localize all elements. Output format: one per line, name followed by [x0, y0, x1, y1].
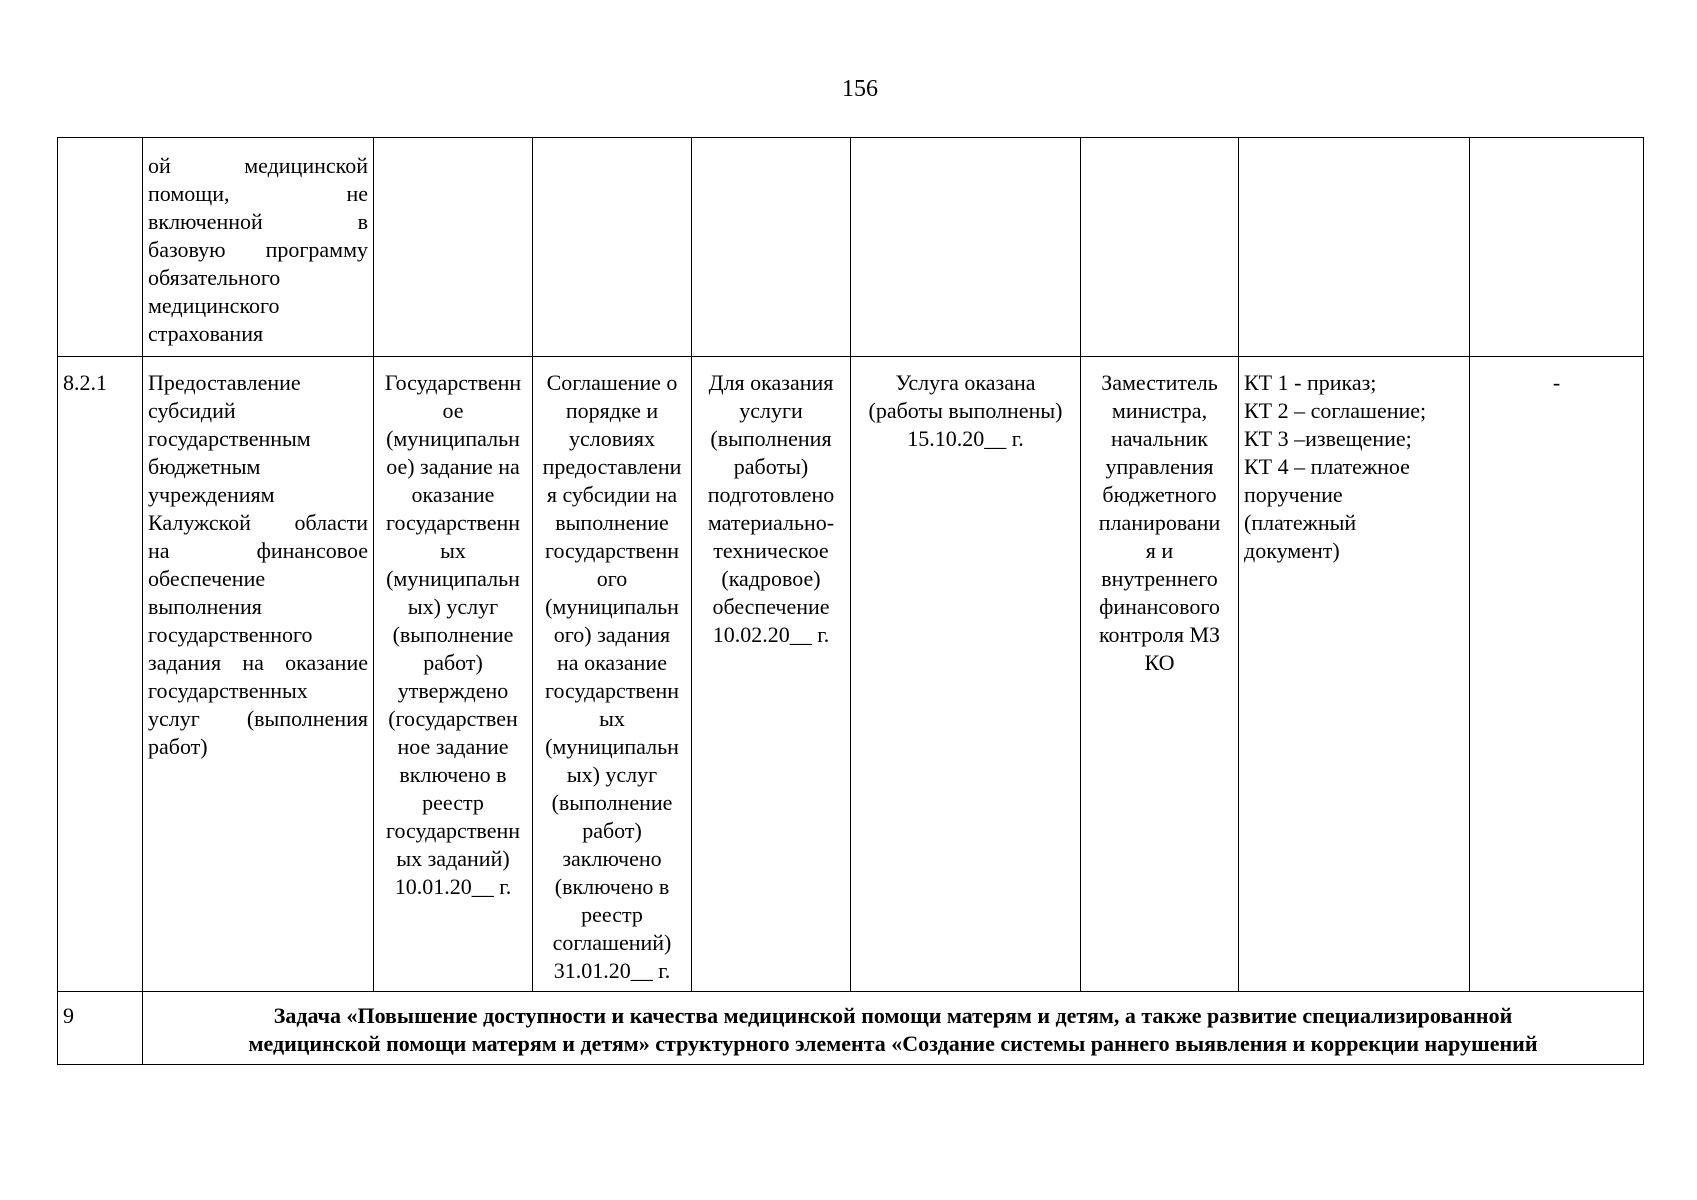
text-line: 15.10.20__ г.	[907, 426, 1024, 451]
text-line: внутреннего	[1101, 566, 1218, 591]
table-row-continuation	[58, 138, 1644, 357]
text-line: КО	[1144, 650, 1175, 675]
text-line: (выполнения	[710, 426, 832, 451]
text-line: выполнения	[148, 594, 262, 619]
text-line: услуг (выполнения	[148, 706, 368, 731]
text-line: Калужской области	[148, 510, 368, 535]
text-line: КТ 1 - приказ;	[1244, 370, 1377, 395]
cell-empty	[851, 138, 1081, 357]
task-heading-text	[148, 1002, 1638, 1058]
text-line: министра,	[1111, 398, 1208, 423]
text-line: работы)	[733, 454, 809, 479]
text-line: выполнение	[555, 510, 669, 535]
text-line: порядке и	[565, 398, 659, 423]
table-row-8-2-1	[58, 357, 1644, 992]
cell-control-point-4	[851, 357, 1081, 992]
text-line: учреждениям	[148, 482, 275, 507]
text-line: материально-	[707, 510, 835, 535]
text-line: ых	[599, 706, 625, 731]
text-line: (муниципальн	[386, 426, 520, 451]
cell-empty	[692, 138, 851, 357]
text-line: бюджетного	[1102, 482, 1217, 507]
cell-empty	[533, 138, 692, 357]
text-line: государственн	[385, 510, 521, 535]
text-line: государственн	[544, 678, 680, 703]
text-line: ой медицинской	[148, 153, 368, 178]
text-line: финансового	[1099, 594, 1220, 619]
text-line: ого) задания	[553, 622, 671, 647]
text-line: подготовлено	[707, 482, 835, 507]
text-line: Заместитель	[1101, 370, 1218, 395]
text-line: государственным	[148, 426, 311, 451]
cell-description	[143, 357, 374, 992]
text-line: (кадровое)	[721, 566, 821, 591]
text-line: документ)	[1244, 538, 1340, 563]
text-line: обязательного	[148, 265, 281, 290]
description-text	[148, 369, 368, 761]
text-line: техническое	[713, 538, 829, 563]
text-line: Соглашение о	[546, 370, 678, 395]
cell-control-point-2	[533, 357, 692, 992]
text-line: я субсидии на	[546, 482, 678, 507]
description-text	[148, 152, 368, 348]
text-line: ых	[440, 538, 466, 563]
text-line: 10.01.20__ г.	[394, 874, 512, 899]
table-row-9	[58, 992, 1644, 1065]
text-line: 10.02.20__ г.	[712, 622, 830, 647]
cell-last	[1470, 357, 1644, 992]
dash-value: -	[1552, 370, 1561, 395]
cell-number	[58, 357, 143, 992]
text-line: поручение	[1244, 482, 1343, 507]
text-line: Государственн	[384, 370, 522, 395]
text-line: КТ 4 – платежное	[1244, 454, 1410, 479]
cell-responsible	[1081, 357, 1239, 992]
text-line: Услуга оказана	[895, 370, 1036, 395]
cell-number	[58, 992, 143, 1065]
text-line: ых) услуг	[566, 762, 658, 787]
text-line: обеспечение	[712, 594, 830, 619]
text-line: работ)	[582, 818, 642, 843]
text-line: государственн	[544, 538, 680, 563]
text-line: ое	[442, 398, 464, 423]
text-line: Для оказания	[708, 370, 834, 395]
text-line: базовую программу	[148, 237, 368, 262]
text-line: помощи, не	[148, 181, 368, 206]
text-line: на финансовое	[148, 538, 368, 563]
text-line: бюджетным	[148, 454, 261, 479]
text-line: контроля МЗ	[1098, 622, 1221, 647]
documents-text	[1244, 369, 1464, 565]
text-line: начальник	[1111, 426, 1208, 451]
text-line: Предоставление	[148, 370, 301, 395]
text-line: медицинской помощи матерям и детям» структурного элемента «Создание системы раннего выявления и коррекции нарушений	[248, 1031, 1538, 1056]
text-line: обеспечение	[148, 566, 266, 591]
text-line: реестр	[422, 790, 484, 815]
text-line: страхования	[148, 321, 264, 346]
text-line: задания на оказание	[148, 650, 368, 675]
cell-control-point-3	[692, 357, 851, 992]
text-line: заключено	[562, 846, 662, 871]
text-line: оказание	[411, 482, 495, 507]
cell-number	[58, 138, 143, 357]
text-line: условиях	[568, 426, 656, 451]
text-line: услуги	[739, 398, 803, 423]
row-number: 8.2.1	[63, 370, 107, 395]
text-line: работ)	[423, 650, 483, 675]
responsible-text	[1086, 369, 1233, 677]
text-line: государственного	[148, 622, 313, 647]
text-line: (платежный	[1244, 510, 1357, 535]
control-point-3-text	[697, 369, 845, 649]
text-line: 31.01.20__ г.	[553, 958, 671, 983]
cell-empty	[374, 138, 533, 357]
text-line: работ)	[148, 734, 208, 759]
text-line: на оказание	[557, 650, 667, 675]
text-line: ное задание	[397, 734, 509, 759]
page-number: 156	[842, 76, 878, 102]
control-point-4-text	[856, 369, 1075, 453]
text-line: ых) услуг	[407, 594, 499, 619]
text-line: утверждено	[397, 678, 509, 703]
text-line: я и	[1145, 538, 1174, 563]
text-line: ых заданий)	[396, 846, 510, 871]
text-line: ого	[596, 566, 628, 591]
text-line: (муниципальн	[545, 594, 679, 619]
text-line: включенной в	[148, 209, 368, 234]
row-number: 9	[63, 1003, 74, 1028]
text-line: медицинского	[148, 293, 280, 318]
text-line: предоставлени	[542, 454, 682, 479]
text-line: соглашений)	[552, 930, 672, 955]
cell-empty	[1081, 138, 1239, 357]
control-point-2-text	[538, 369, 686, 985]
plan-table	[57, 137, 1644, 1065]
text-line: КТ 3 –извещение;	[1244, 426, 1412, 451]
cell-empty	[1239, 138, 1470, 357]
text-line: (включено в	[554, 874, 670, 899]
text-line: (муниципальн	[386, 566, 520, 591]
text-line: (выполнение	[551, 790, 673, 815]
text-line: КТ 2 – соглашение;	[1244, 398, 1427, 423]
text-line: субсидий	[148, 398, 236, 423]
text-line: управления	[1105, 454, 1214, 479]
text-line: планировани	[1098, 510, 1221, 535]
text-line: (муниципальн	[545, 734, 679, 759]
text-line: государственн	[385, 818, 521, 843]
cell-description	[143, 138, 374, 357]
text-line: (государствен	[388, 706, 518, 731]
cell-empty	[1470, 138, 1644, 357]
cell-task-heading	[143, 992, 1644, 1065]
text-line: ое) задание на	[386, 454, 520, 479]
cell-control-point-1	[374, 357, 533, 992]
text-line: реестр	[581, 902, 643, 927]
control-point-1-text	[379, 369, 527, 901]
text-line: государственных	[148, 678, 308, 703]
text-line: включено в	[399, 762, 507, 787]
cell-documents	[1239, 357, 1470, 992]
text-line: (выполнение	[392, 622, 514, 647]
text-line: Задача «Повышение доступности и качества медицинской помощи матерям и детям, а также развитие специализированной	[273, 1003, 1513, 1028]
text-line: (работы выполнены)	[868, 398, 1063, 423]
